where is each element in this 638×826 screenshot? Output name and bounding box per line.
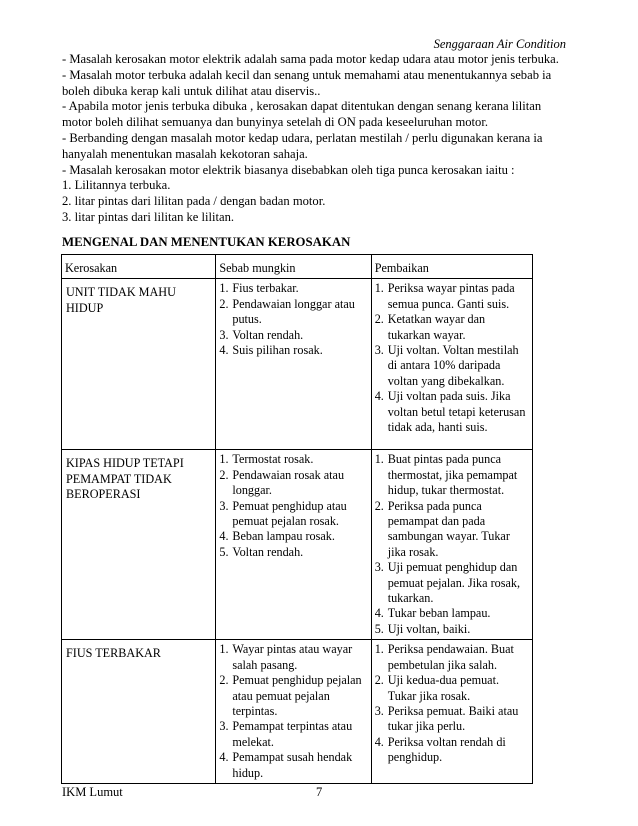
fix-list: [375, 452, 529, 637]
list-item: [219, 642, 367, 673]
list-item: [375, 499, 529, 561]
item-text: Pendawaian rosak atau longgar.: [232, 467, 345, 498]
list-item: [375, 312, 529, 343]
item-text: Periksa pada punca pemampat dan pada sambungan wayar. Tukar jika rosak.: [387, 498, 510, 559]
item-text: Uji kedua-dua pemuat. Tukar jika rosak.: [387, 673, 500, 703]
list-item: [219, 297, 367, 328]
list-item: [375, 389, 529, 435]
item-number: 1.: [219, 642, 229, 657]
item-text: Pemampat terpintas atau melekat.: [232, 719, 353, 749]
item-number: 1.: [374, 642, 384, 657]
item-text: Tukar beban lampau.: [387, 606, 491, 621]
list-item: [219, 673, 367, 719]
cause-cell: [216, 279, 371, 450]
item-number: 5.: [374, 621, 384, 636]
list-item: [375, 452, 529, 498]
item-number: 4.: [219, 529, 229, 544]
cause-cell: [216, 640, 371, 784]
item-number: 1.: [219, 281, 229, 296]
list-item: [219, 452, 367, 467]
paragraph: - Masalah motor terbuka adalah kecil dan senang untuk memahami atau menentukannya sebab ia boleh dibuka kerap kali untuk dilihat atau diservis..: [62, 67, 552, 98]
item-number: 2.: [374, 312, 384, 327]
list-item: [375, 281, 529, 312]
list-item: [375, 606, 529, 621]
troubleshooting-table: [61, 254, 533, 784]
item-text: Pemampat susah hendak hidup.: [232, 750, 353, 780]
item-number: 3.: [219, 719, 229, 734]
item-text: Beban lampau rosak.: [232, 529, 335, 544]
fix-list: [375, 281, 529, 435]
item-text: Fius terbakar.: [232, 281, 299, 296]
header-pembaikan: Pembaikan: [371, 255, 532, 279]
list-item: [219, 545, 367, 560]
list-item: [375, 622, 529, 637]
list-item: [375, 673, 529, 704]
fix-cell: [371, 450, 532, 640]
fault-cell: FIUS TERBAKAR: [62, 640, 216, 784]
item-text: Periksa voltan rendah di penghidup.: [387, 734, 506, 765]
list-item: [219, 499, 367, 530]
paragraph: - Masalah kerosakan motor elektrik biasanya disebabkan oleh tiga punca kerosakan iaitu :: [62, 162, 515, 177]
list-item: [375, 642, 529, 673]
item-number: 2.: [219, 296, 229, 311]
list-item: [219, 719, 367, 750]
item-text: Uji voltan. Voltan mestilah di antara 10% daripada voltan yang dibekalkan.: [387, 343, 519, 388]
item-number: 4.: [219, 750, 229, 765]
list-item: 3. litar pintas dari lilitan ke lilitan.: [62, 209, 235, 224]
item-text: Ketatkan wayar dan tukarkan wayar.: [387, 312, 486, 342]
item-text: Pemuat penghidup atau pemuat pejalan rosak.: [232, 498, 347, 529]
list-item: [219, 468, 367, 499]
item-text: Uji voltan pada suis. Jika voltan betul tetapi keterusan tidak ada, hanti suis.: [387, 389, 526, 435]
item-text: Buat pintas pada punca thermostat, jika pemampat hidup, tukar thermostat.: [387, 452, 518, 498]
cause-cell: [216, 450, 371, 640]
list-item: [219, 529, 367, 544]
item-text: Wayar pintas atau wayar salah pasang.: [232, 642, 353, 672]
header-sebab: Sebab mungkin: [216, 255, 371, 279]
list-item: [375, 560, 529, 606]
item-number: 3.: [219, 327, 229, 342]
item-number: 4.: [374, 606, 384, 621]
item-text: Pendawaian longgar atau putus.: [232, 296, 355, 327]
item-number: 3.: [374, 560, 384, 575]
header-kerosakan: Kerosakan: [62, 255, 216, 279]
item-text: Periksa pendawaian. Buat pembetulan jika salah.: [387, 642, 514, 672]
table-row: [62, 279, 533, 450]
item-text: Periksa pemuat. Baiki atau tukar jika perlu.: [387, 703, 519, 734]
item-number: 2.: [219, 467, 229, 482]
item-text: Periksa wayar pintas pada semua punca. Ganti suis.: [387, 281, 515, 311]
cause-list: [219, 642, 367, 781]
paragraph: - Apabila motor jenis terbuka dibuka , kerosakan dapat ditentukan dengan senang kerana lilitan motor boleh dilihat semuanya dan bunyinya setelah di ON pada keseeluruhan motor.: [62, 99, 542, 130]
body-text: [62, 52, 572, 226]
list-item: [219, 328, 367, 343]
fix-list: [375, 642, 529, 765]
table-row: [62, 450, 533, 640]
item-number: 2.: [374, 498, 384, 513]
item-number: 1.: [374, 452, 384, 467]
item-number: 4.: [374, 734, 384, 749]
table-header-row: [62, 255, 533, 279]
paragraph: - Berbanding dengan masalah motor kedap udara, perlatan mestilah / perlu digunakan kerana ia hanyalah menentukan masalah kekotoran sahaja.: [62, 130, 543, 161]
paragraph: - Masalah kerosakan motor elektrik adalah sama pada motor kedap udara atau motor jenis terbuka.: [62, 52, 559, 66]
section-title: MENGENAL DAN MENENTUKAN KEROSAKAN: [62, 235, 351, 249]
item-number: 3.: [374, 703, 384, 718]
list-item: 1. Lilitannya terbuka.: [62, 178, 171, 193]
running-header: Senggaraan Air Condition: [433, 37, 566, 51]
cause-list: [219, 281, 367, 358]
list-item: [375, 735, 529, 766]
item-text: Termostat rosak.: [232, 452, 314, 467]
table-row: [62, 640, 533, 784]
list-item: 2. litar pintas dari lilitan pada / dengan badan motor.: [62, 194, 326, 209]
fix-cell: [371, 640, 532, 784]
item-number: 2.: [374, 673, 384, 688]
item-text: Uji voltan, baiki.: [387, 621, 471, 636]
item-text: Uji pemuat penghidup dan pemuat pejalan. Jika rosak, tukarkan.: [387, 560, 521, 606]
item-number: 1.: [219, 452, 229, 467]
item-number: 2.: [219, 673, 229, 688]
item-text: Suis pilihan rosak.: [232, 343, 323, 358]
item-text: Voltan rendah.: [232, 327, 304, 342]
list-item: [219, 281, 367, 296]
fault-cell: KIPAS HIDUP TETAPI PEMAMPAT TIDAK BEROPERASI: [62, 450, 216, 640]
item-text: Voltan rendah.: [232, 544, 304, 559]
cause-list: [219, 452, 367, 560]
item-number: 1.: [374, 281, 384, 296]
page-number: 7: [316, 785, 323, 799]
footer-institution: IKM Lumut: [62, 785, 123, 799]
fix-cell: [371, 279, 532, 450]
list-item: [375, 704, 529, 735]
list-item: [219, 343, 367, 358]
item-number: 3.: [374, 343, 384, 358]
item-number: 3.: [219, 498, 229, 513]
fault-cell: UNIT TIDAK MAHU HIDUP: [62, 279, 216, 450]
item-number: 4.: [374, 389, 384, 404]
item-number: 5.: [219, 544, 229, 559]
list-item: [375, 343, 529, 389]
item-text: Pemuat penghidup pejalan atau pemuat pejalan terpintas.: [232, 673, 362, 718]
item-number: 4.: [219, 343, 229, 358]
list-item: [219, 750, 367, 781]
